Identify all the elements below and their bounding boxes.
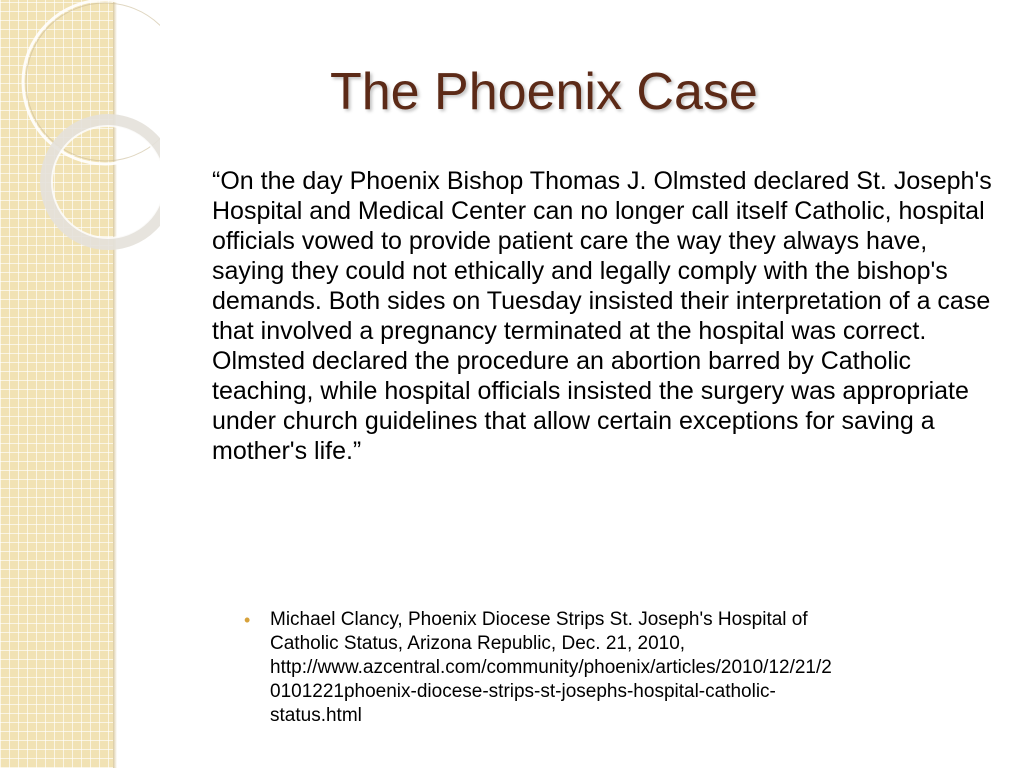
quote-text: “On the day Phoenix Bishop Thomas J. Olmsted declared St. Joseph's Hospital and Medical Center can no longer call itself Catholic, hospital officials vowed to provide patient care the way they always have, saying they could not ethically and legally comply with the bishop's demands. Both sides on Tuesday insisted their interpretation of a case that involved a pregnancy terminated at the hospital was correct. Olmsted declared the procedure an abortion barred by Catholic teaching, while hospital officials insisted the surgery was appropriate under church guidelines that allow certain exceptions for saving a mother's life.” [212,167,992,465]
citation-line: Catholic Status, Arizona Republic, Dec. 21, 2010, [270,633,686,654]
citation-line: Michael Clancy, Phoenix Diocese Strips St. Joseph's Hospital of [270,609,808,630]
citation-bullet-item [244,608,994,728]
citation-url-line: status.html [270,705,362,726]
citation-url-line: 0101221phoenix-diocese-strips-st-josephs-hospital-catholic- [270,681,776,702]
citation-text [270,608,994,728]
citation-url-line: http://www.azcentral.com/community/phoenix/articles/2010/12/21/2 [270,657,832,678]
slide-title: The Phoenix Case [330,63,758,121]
decorative-ring-large [23,0,160,164]
bullet-icon: • [244,610,251,630]
decorative-rings-graphic [0,0,160,300]
decorative-ring-small-inner [52,126,160,238]
